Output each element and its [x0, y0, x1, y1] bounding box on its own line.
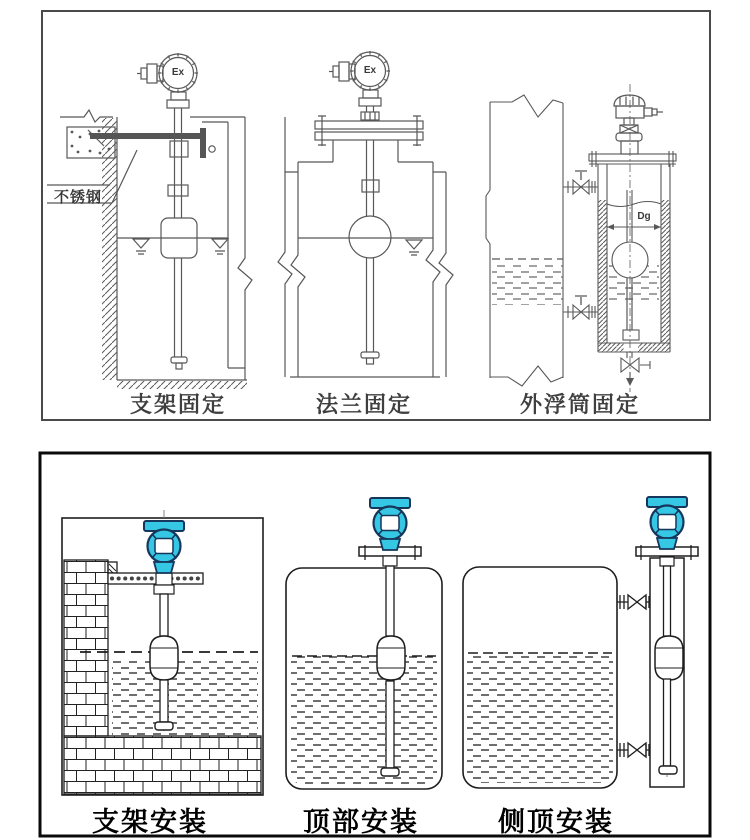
diagram-side-top-mounting [463, 497, 698, 788]
liquid [492, 263, 563, 305]
liquid [467, 653, 613, 783]
junction-box-head [614, 95, 663, 154]
level-symbol [406, 240, 422, 255]
brick-wall [64, 560, 108, 736]
process-tank [486, 95, 563, 386]
isolation-valve-upper [563, 171, 598, 194]
dg-diameter-label: Dg [637, 211, 651, 222]
ex-transmitter-head-icon [137, 53, 198, 108]
diagram-top-mounting [286, 498, 442, 789]
caption-bracket-fixing: 支架固定 [129, 392, 226, 417]
liquid [112, 658, 258, 736]
stainless-steel-note: 不锈钢 [53, 189, 102, 206]
chamber-flange [589, 154, 676, 161]
float-ball [150, 636, 178, 680]
smart-transmitter-head-icon [370, 498, 410, 550]
drain-valve [621, 352, 650, 386]
isolation-valve-lower [563, 296, 598, 319]
connection-valve-lower [617, 743, 650, 757]
caption-side-top-mounting: 侧顶安装 [498, 807, 614, 837]
ex-marking-label: Ex [363, 65, 377, 76]
diagram-flange-fixing [278, 51, 453, 377]
caption-top-mounting: 顶部安装 [303, 807, 419, 837]
level-symbol [133, 239, 149, 254]
ex-marking-label: Ex [171, 67, 185, 78]
mounting-bracket [67, 127, 215, 158]
ex-transmitter-head-icon [329, 51, 390, 106]
caption-flange-fixing: 法兰固定 [315, 392, 412, 417]
diagram-bracket-fixing [47, 53, 252, 389]
float-ball [655, 636, 683, 680]
smart-transmitter-head-icon [647, 497, 687, 549]
float-ball [377, 636, 405, 680]
float-chamber [598, 164, 670, 352]
level-symbol [212, 239, 228, 254]
bottom-panel [40, 453, 710, 836]
liquid [291, 656, 437, 784]
caption-bracket-mounting: 支架安装 [92, 807, 208, 837]
chamber-liquid-surface [607, 202, 661, 207]
caption-external-chamber-fixing: 外浮筒固定 [519, 392, 640, 417]
diagram-external-chamber-fixing [486, 84, 676, 392]
smart-transmitter-head-icon [144, 521, 184, 573]
diagram-bracket-mounting [62, 510, 263, 795]
connection-valve-upper [617, 595, 650, 609]
tank-wall-break [278, 117, 292, 377]
brick-floor [64, 736, 261, 794]
tank-wall-break [238, 117, 252, 380]
float-ball [349, 216, 391, 258]
flange-plates [315, 116, 423, 146]
